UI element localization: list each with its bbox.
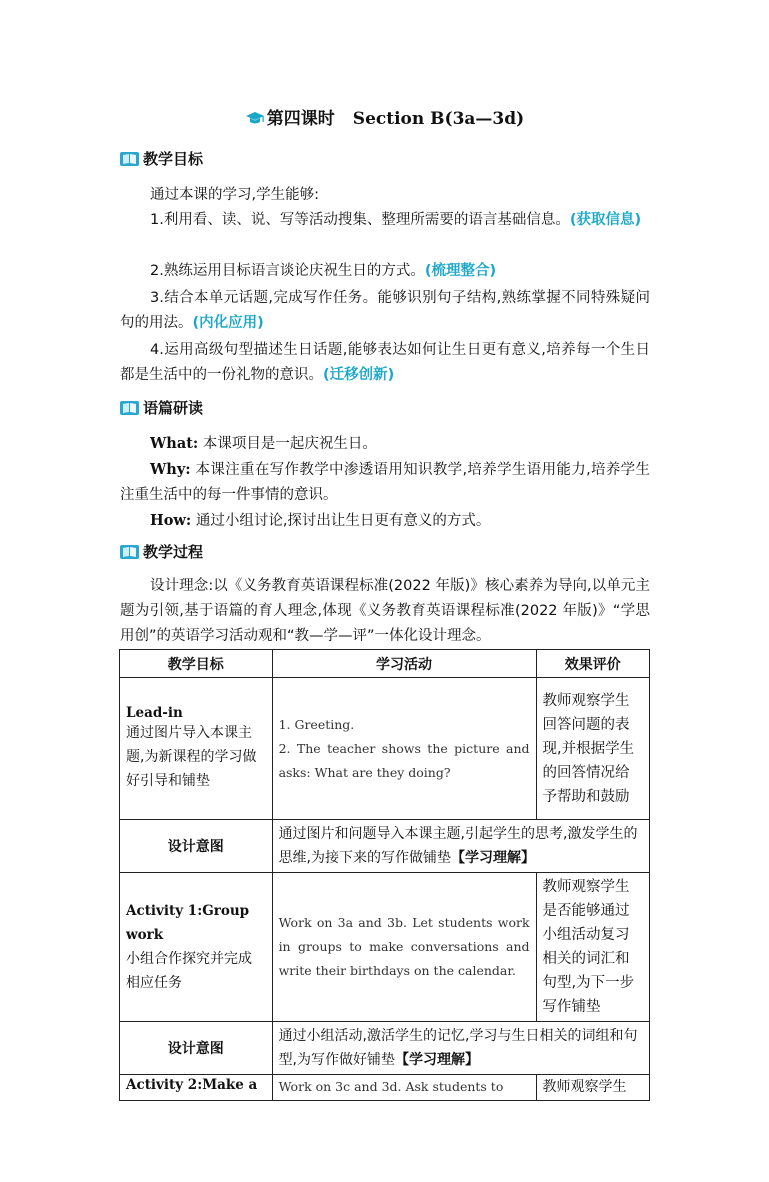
intent1-text: 通过图片和问题导入本课主题,引起学生的思考,激发学生的思维,为接下来的写作做铺垫	[278, 826, 638, 866]
row1-activity-cell	[272, 678, 536, 820]
reading-what	[120, 431, 650, 457]
title-en: Section B(3a—3d)	[352, 109, 525, 129]
lesson-table	[119, 649, 650, 1101]
row1-activity-1: 1. Greeting.	[278, 716, 355, 732]
book-icon	[120, 150, 140, 167]
intent1-label: 设计意图	[120, 820, 273, 873]
row1-activity-2: 2. The teacher shows the picture and asks: What are they doing?	[278, 740, 530, 780]
row3-label: Activity 2:Make a	[120, 1075, 273, 1101]
table-row	[120, 1075, 650, 1101]
objective-4-tag: (迁移创新)	[323, 367, 395, 383]
table-header-row	[120, 650, 650, 678]
row2-goal-cell	[120, 873, 273, 1022]
reading-why	[120, 457, 650, 508]
how-text: 通过小组讨论,探讨出让生日更有意义的方式。	[191, 513, 491, 529]
why-text: 本课注重在写作教学中渗透语用知识教学,培养学生语用能力,培养学生注重生活中的每一件事情的意识。	[120, 462, 650, 503]
objective-4-text: 4.运用高级句型描述生日话题,能够表达如何让生日更有意义,培养每一个生日都是生活中的一份礼物的意识。	[120, 342, 650, 383]
lesson-title	[0, 104, 769, 132]
row3-eval: 教师观察学生	[536, 1075, 649, 1101]
row2-activity: Work on 3a and 3b. Let students work in groups to make conversations and write their birthdays on the calendar.	[272, 873, 536, 1022]
header-goal: 教学目标	[120, 650, 273, 678]
row2-goal: 小组合作探究并完成相应任务	[126, 951, 252, 991]
objective-2	[120, 259, 650, 284]
section-process	[120, 541, 203, 563]
objectives-intro: 通过本课的学习,学生能够:	[150, 187, 319, 203]
intent2-text: 通过小组活动,激活学生的记忆,学习与生日相关的词组和句型,为写作做好铺垫	[278, 1028, 638, 1068]
objective-2-tag: (梳理整合)	[424, 263, 497, 279]
intent1-cell	[272, 820, 649, 873]
section-reading-label: 语篇研读	[143, 399, 204, 417]
how-label: How:	[150, 512, 192, 529]
row2-eval: 教师观察学生是否能够通过小组活动复习相关的词汇和句型,为下一步写作铺垫	[536, 873, 649, 1022]
title-cn: 第四课时	[266, 109, 335, 129]
table-row	[120, 678, 650, 820]
objective-4	[120, 338, 650, 388]
row1-goal-cell	[120, 678, 273, 820]
header-activity: 学习活动	[272, 650, 536, 678]
objective-1-text: 1.利用看、读、说、写等活动搜集、整理所需要的语言基础信息。	[150, 212, 570, 228]
intent2-tag: 【学习理解】	[395, 1052, 480, 1068]
section-objectives-label: 教学目标	[143, 150, 204, 168]
objective-1-tag: (获取信息)	[569, 212, 642, 228]
why-label: Why:	[150, 461, 191, 478]
row2-label: Activity 1:Group work	[126, 903, 250, 943]
intent2-cell	[272, 1022, 649, 1075]
reading-how	[120, 508, 650, 534]
table-row	[120, 820, 650, 873]
what-label: What:	[150, 435, 199, 452]
row1-eval: 教师观察学生回答问题的表现,并根据学生的回答情况给予帮助和鼓励	[536, 678, 649, 820]
row1-goal: 通过图片导入本课主题,为新课程的学习做好引导和铺垫	[126, 724, 257, 789]
book-icon	[120, 543, 140, 560]
design-concept: 设计理念:以《义务教育英语课程标准(2022 年版)》核心素养为导向,以单元主题为引领,基于语篇的育人理念,体现《义务教育英语课程标准(2022 年版)》“学思用创”的英语学习活动观和“教—学—评”一体化设计理念。	[120, 578, 650, 644]
book-icon	[120, 399, 140, 416]
header-eval: 效果评价	[536, 650, 649, 678]
graduation-cap-icon	[245, 111, 265, 132]
objective-3-tag: (内化应用)	[192, 315, 264, 331]
objective-3	[120, 286, 650, 336]
section-process-label: 教学过程	[143, 543, 204, 561]
row3-activity: Work on 3c and 3d. Ask students to	[272, 1075, 536, 1101]
table-row	[120, 1022, 650, 1075]
intent2-label: 设计意图	[120, 1022, 273, 1075]
objective-2-text: 2.熟练运用目标语言谈论庆祝生日的方式。	[150, 263, 425, 279]
section-objectives	[120, 148, 203, 170]
section-reading	[120, 397, 203, 419]
what-text: 本课项目是一起庆祝生日。	[198, 436, 377, 452]
intent1-tag: 【学习理解】	[451, 850, 536, 866]
row1-label: Lead-in	[126, 704, 183, 721]
objective-3-text: 3.结合本单元话题,完成写作任务。能够识别句子结构,熟练掌握不同特殊疑问句的用法。	[120, 290, 650, 331]
table-row	[120, 873, 650, 1022]
objective-1	[120, 208, 650, 233]
